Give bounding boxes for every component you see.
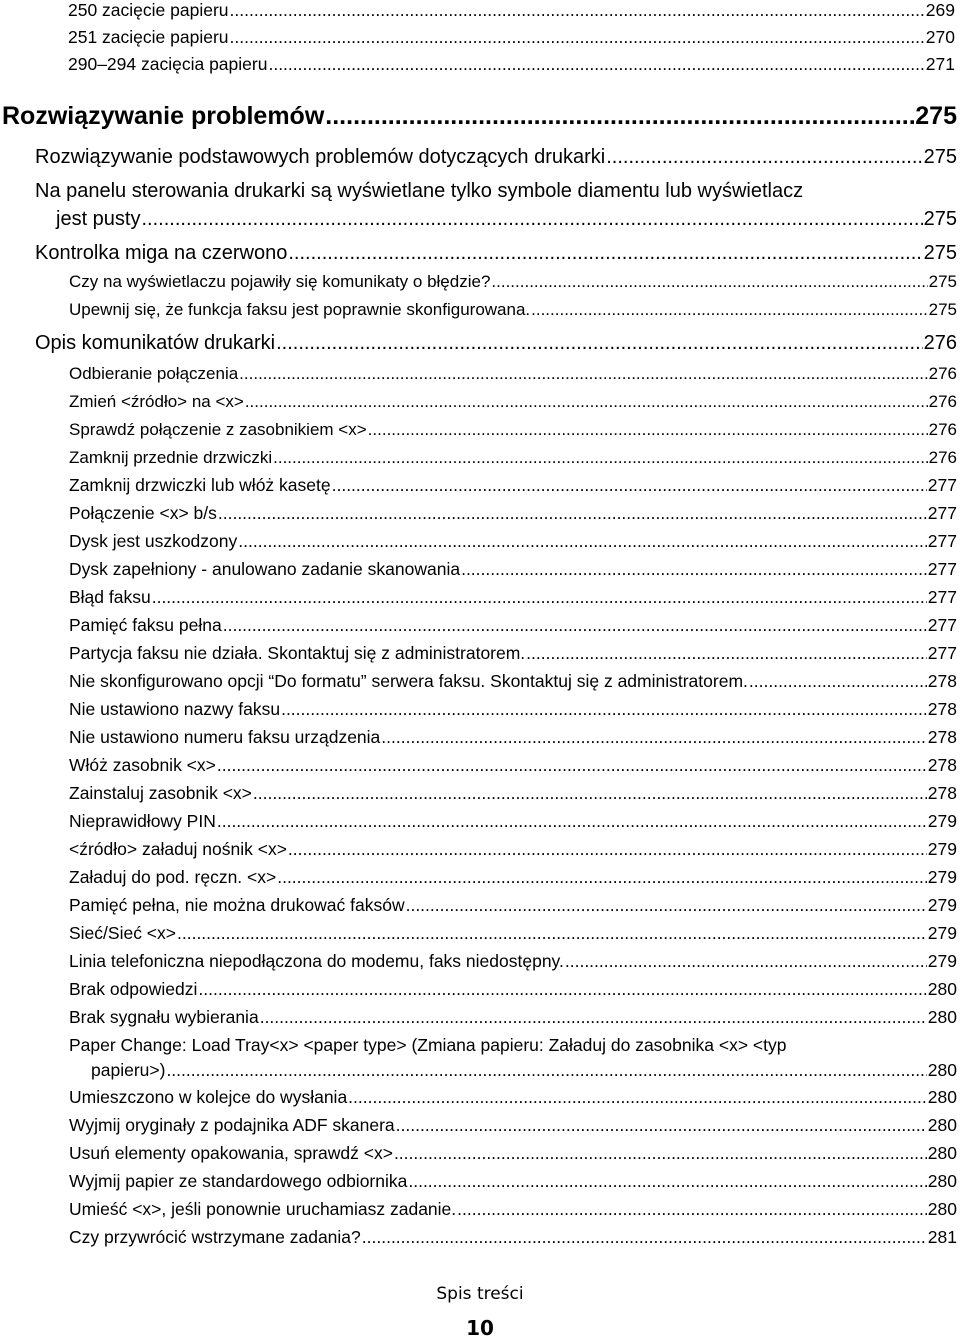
dot-leader	[461, 559, 927, 580]
dot-leader	[406, 895, 927, 916]
toc-subsection-title: Włóż zasobnik <x>	[69, 755, 216, 775]
toc-subsection[interactable]	[69, 420, 957, 440]
toc-subsection-page: 278	[927, 727, 957, 747]
toc-subsection-title: Brak odpowiedzi	[69, 979, 198, 999]
toc-subsection-title: Brak sygnału wybierania	[69, 1007, 259, 1027]
toc-subsection-page: 280	[927, 1143, 957, 1163]
toc-subsection[interactable]	[69, 559, 957, 580]
toc-section-title-line1: Na panelu sterowania drukarki są wyświetlane tylko symbole diamentu lub wyświetlacz	[35, 180, 804, 202]
dot-leader	[348, 1087, 927, 1108]
toc-subsection[interactable]	[69, 272, 957, 292]
toc-subsection-page: 278	[927, 783, 957, 803]
toc-subsection[interactable]	[69, 503, 957, 524]
toc-subsection[interactable]	[69, 839, 957, 860]
dot-leader	[230, 27, 925, 48]
toc-subsection-page: 280	[927, 1060, 957, 1080]
toc-subsection-title: Linia telefoniczna niepodłączona do modemu, faks niedostępny.	[69, 951, 564, 971]
dot-leader	[606, 146, 922, 169]
toc-subsection[interactable]	[69, 643, 957, 664]
toc-section-title: Opis komunikatów drukarki	[35, 332, 276, 354]
toc-subsection-title: Błąd faksu	[69, 587, 151, 607]
toc-subsection-title: Zamknij przednie drzwiczki	[69, 448, 273, 467]
toc-subsection[interactable]	[69, 867, 957, 888]
toc-subsection[interactable]	[69, 727, 957, 748]
toc-subsection[interactable]	[69, 300, 957, 320]
toc-subsection-title: Dysk jest uszkodzony	[69, 531, 238, 551]
toc-section-title: jest pusty	[56, 208, 141, 230]
dot-leader	[223, 615, 927, 636]
dot-leader	[230, 0, 925, 21]
toc-entry[interactable]	[68, 27, 955, 48]
toc-subsection[interactable]	[69, 895, 957, 916]
dot-leader	[253, 783, 927, 804]
toc-subsection-title: Zainstaluj zasobnik <x>	[69, 783, 252, 803]
dot-leader	[177, 923, 927, 944]
toc-entry-page: 271	[925, 54, 955, 74]
toc-subsection-page: 277	[927, 531, 957, 551]
dot-leader	[526, 643, 927, 664]
toc-subsection-page: 281	[927, 1227, 957, 1247]
toc-subsection-page: 277	[927, 503, 957, 523]
toc-subsection-page: 280	[927, 1115, 957, 1135]
toc-subsection-page: 280	[927, 1171, 957, 1191]
dot-leader	[408, 1171, 926, 1192]
toc-chapter-page: 275	[915, 102, 957, 130]
toc-subsection[interactable]	[69, 531, 957, 552]
toc-subsection[interactable]	[69, 1143, 957, 1164]
footer-page-number: 10	[466, 1316, 494, 1340]
dot-leader	[198, 979, 926, 1000]
toc-subsection-page: 275	[928, 300, 957, 319]
toc-entry-title: 251 zacięcie papieru	[68, 27, 229, 47]
toc-subsection-page: 278	[927, 755, 957, 775]
toc-subsection[interactable]	[69, 1087, 957, 1108]
toc-subsection-page: 280	[927, 1007, 957, 1027]
toc-subsection-title: <źródło> załaduj nośnik <x>	[69, 839, 287, 859]
toc-subsection-page: 279	[927, 895, 957, 915]
toc-subsection[interactable]	[69, 755, 957, 776]
dot-leader	[245, 392, 928, 412]
toc-subsection-title: Wyjmij oryginały z podajnika ADF skanera	[69, 1115, 395, 1135]
toc-subsection[interactable]	[69, 475, 957, 496]
toc-subsection-page: 279	[927, 951, 957, 971]
dot-leader	[218, 503, 927, 524]
toc-section-page: 276	[923, 332, 957, 354]
dot-leader	[217, 755, 927, 776]
toc-section[interactable]	[35, 332, 957, 355]
toc-subsection-title: Nie skonfigurowano opcji “Do formatu” serwera faksu. Skontaktuj się z administratorem.	[69, 671, 748, 691]
dot-leader	[362, 1227, 927, 1248]
toc-subsection-title: Zmień <źródło> na <x>	[69, 392, 244, 411]
toc-entry[interactable]	[68, 0, 955, 21]
toc-subsection[interactable]	[69, 1199, 957, 1220]
footer-section-label: Spis treści	[436, 1284, 524, 1304]
toc-subsection-page: 278	[927, 699, 957, 719]
toc-subsection[interactable]	[69, 699, 957, 720]
toc-section-page: 275	[923, 146, 957, 168]
toc-subsection-title: Sieć/Sieć <x>	[69, 923, 176, 943]
toc-subsection-page: 280	[927, 979, 957, 999]
toc-entry-page: 269	[925, 0, 955, 20]
toc-subsection-title: Dysk zapełniony - anulowano zadanie skanowania	[69, 559, 461, 579]
dot-leader	[368, 420, 928, 440]
toc-subsection[interactable]	[69, 923, 957, 944]
dot-leader	[325, 102, 914, 131]
toc-subsection-title: Zamknij drzwiczki lub włóż kasetę	[69, 475, 331, 495]
dot-leader	[152, 587, 927, 608]
toc-subsection-page: 279	[927, 811, 957, 831]
dot-leader	[491, 272, 927, 292]
toc-subsection[interactable]	[69, 1171, 957, 1192]
toc-subsection-page: 279	[927, 839, 957, 859]
toc-subsection-title: Połączenie <x> b/s	[69, 503, 217, 523]
toc-subsection[interactable]	[69, 783, 957, 804]
toc-subsection-title: Umieść <x>, jeśli ponownie uruchamiasz zadanie.	[69, 1199, 457, 1219]
toc-section-page: 275	[923, 242, 957, 264]
toc-subsection[interactable]	[69, 951, 957, 972]
toc-subsection-page: 277	[927, 643, 957, 663]
toc-section-title: Kontrolka miga na czerwono	[35, 242, 288, 264]
toc-subsection-title: Wyjmij papier ze standardowego odbiornika	[69, 1171, 408, 1191]
toc-subsection-title: Upewnij się, że funkcja faksu jest poprawnie skonfigurowana.	[69, 300, 531, 319]
toc-section[interactable]	[35, 242, 957, 265]
toc-chapter-title: Rozwiązywanie problemów	[2, 102, 325, 130]
toc-subsection-title: Sprawdź połączenie z zasobnikiem <x>	[69, 420, 367, 439]
toc-subsection-title: Odbieranie połączenia	[69, 364, 239, 383]
toc-subsection[interactable]	[69, 448, 957, 468]
toc-subsection-title-line1: Paper Change: Load Tray<x> <paper type> (Zmiana papieru: Załaduj do zasobnika <x> <typ	[69, 1035, 787, 1055]
toc-subsection-page: 280	[927, 1199, 957, 1219]
dot-leader	[288, 839, 927, 860]
toc-subsection[interactable]	[91, 1060, 957, 1081]
dot-leader	[394, 1143, 927, 1164]
toc-subsection-title: Nieprawidłowy PIN	[69, 811, 216, 831]
toc-subsection[interactable]	[69, 1227, 957, 1248]
dot-leader	[238, 531, 927, 552]
toc-subsection-title: Załaduj do pod. ręczn. <x>	[69, 867, 277, 887]
toc-entry-title: 290–294 zacięcia papieru	[68, 54, 268, 74]
toc-subsection[interactable]	[69, 364, 957, 384]
dot-leader	[268, 54, 924, 75]
toc-chapter[interactable]	[2, 102, 957, 131]
toc-subsection-title: Pamięć pełna, nie można drukować faksów	[69, 895, 405, 915]
toc-subsection-title: Umieszczono w kolejce do wysłania	[69, 1087, 348, 1107]
toc-subsection-page: 277	[927, 559, 957, 579]
dot-leader	[166, 1060, 926, 1081]
toc-section[interactable]	[35, 146, 957, 169]
toc-subsection-page: 280	[927, 1087, 957, 1107]
toc-subsection-page: 276	[928, 364, 957, 383]
toc-subsection-title: Nie ustawiono numeru faksu urządzenia	[69, 727, 381, 747]
toc-subsection-page: 276	[928, 392, 957, 411]
toc-subsection-page: 277	[927, 475, 957, 495]
toc-subsection-title: Usuń elementy opakowania, sprawdź <x>	[69, 1143, 393, 1163]
dot-leader	[239, 364, 927, 384]
dot-leader	[381, 727, 927, 748]
dot-leader	[332, 475, 927, 496]
dot-leader	[457, 1199, 927, 1220]
toc-subsection-page: 279	[927, 923, 957, 943]
toc-subsection[interactable]	[69, 671, 957, 692]
toc-subsection[interactable]	[69, 1115, 957, 1136]
dot-leader	[281, 699, 927, 720]
toc-entry[interactable]	[68, 54, 955, 75]
toc-subsection-title: Pamięć faksu pełna	[69, 615, 222, 635]
dot-leader	[749, 671, 927, 692]
dot-leader	[277, 867, 927, 888]
toc-entry-page: 270	[925, 27, 955, 47]
toc-subsection-page: 277	[927, 615, 957, 635]
toc-subsection-page: 277	[927, 587, 957, 607]
dot-leader	[276, 332, 923, 355]
toc-subsection-title: Nie ustawiono nazwy faksu	[69, 699, 281, 719]
dot-leader	[260, 1007, 927, 1028]
dot-leader	[565, 951, 927, 972]
toc-subsection-title: Czy na wyświetlaczu pojawiły się komunikaty o błędzie?	[69, 272, 491, 291]
toc-subsection-title: Partycja faksu nie działa. Skontaktuj się z administratorem.	[69, 643, 526, 663]
toc-subsection-title: papieru>)	[91, 1060, 166, 1080]
toc-subsection[interactable]	[69, 392, 957, 412]
dot-leader	[288, 242, 922, 265]
toc-subsection-page: 276	[928, 420, 957, 439]
toc-subsection[interactable]	[69, 979, 957, 1000]
toc-entry-title: 250 zacięcie papieru	[68, 0, 229, 20]
dot-leader	[273, 448, 928, 468]
toc-subsection-page: 279	[927, 867, 957, 887]
toc-subsection[interactable]	[69, 811, 957, 832]
dot-leader	[396, 1115, 927, 1136]
toc-subsection-page: 275	[928, 272, 957, 291]
toc-subsection-page: 278	[927, 671, 957, 691]
dot-leader	[141, 208, 922, 231]
toc-subsection[interactable]	[69, 1007, 957, 1028]
toc-section[interactable]	[56, 208, 957, 231]
dot-leader	[217, 811, 927, 832]
toc-subsection[interactable]	[69, 587, 957, 608]
toc-section-title: Rozwiązywanie podstawowych problemów dotyczących drukarki	[35, 146, 606, 168]
toc-subsection-page: 276	[928, 448, 957, 467]
dot-leader	[531, 300, 927, 320]
toc-subsection[interactable]	[69, 615, 957, 636]
toc-subsection-title: Czy przywrócić wstrzymane zadania?	[69, 1227, 361, 1247]
toc-section-page: 275	[923, 208, 957, 230]
